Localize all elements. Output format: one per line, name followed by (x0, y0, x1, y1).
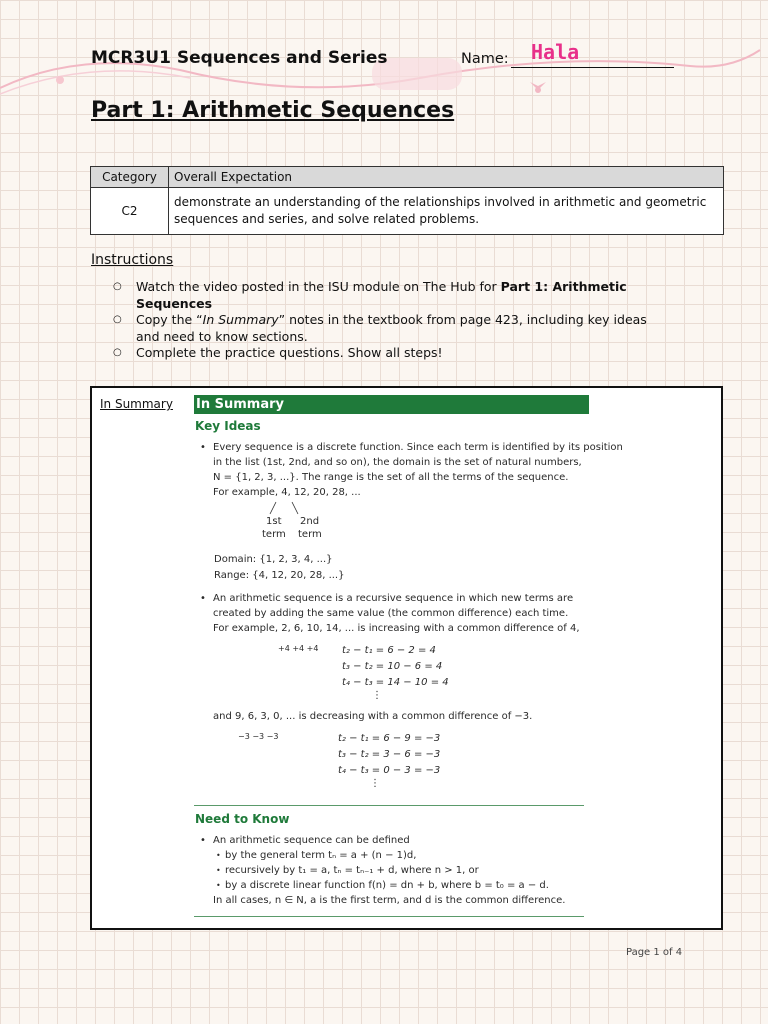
key-idea-text: created by adding the same value (the common difference) each time. (213, 608, 569, 619)
need-to-know-text: An arithmetic sequence can be defined (213, 835, 410, 846)
summary-bar-title: In Summary (194, 395, 589, 414)
summary-label: In Summary (100, 397, 173, 411)
expectation-cell (169, 188, 724, 235)
equation: t₃ − t₂ = 10 − 6 = 4 (342, 661, 443, 672)
category-cell: C2 (91, 188, 169, 235)
instruction-text: ” notes in the textbook from page 423, including key ideas (278, 312, 647, 327)
page-number: Page 1 of 4 (626, 947, 683, 958)
need-to-know-text: by a discrete linear function f(n) = dn + b, where b = t₀ = a − d. (225, 880, 549, 891)
page-title: Part 1: Arithmetic Sequences (91, 98, 455, 123)
difference-labels: −3 −3 −3 (238, 732, 279, 741)
vertical-dots: ⋮ (372, 690, 382, 701)
instruction-italic: In Summary (202, 312, 279, 327)
name-underline (511, 67, 674, 68)
instructions-heading: Instructions (91, 252, 174, 268)
equation: t₃ − t₂ = 3 − 6 = −3 (338, 749, 441, 760)
circle-bullet-icon: ○ (113, 347, 122, 358)
table-row (91, 188, 724, 235)
list-item (108, 345, 668, 362)
expectation-line: demonstrate an understanding of the relationships involved in arithmetic and geometric (174, 195, 707, 209)
name-label: Name: (461, 51, 509, 67)
equation: t₂ − t₁ = 6 − 2 = 4 (342, 645, 436, 656)
equation: t₄ − t₃ = 0 − 3 = −3 (338, 765, 441, 776)
need-to-know-heading: Need to Know (195, 812, 290, 826)
bullet-icon: • (200, 593, 206, 604)
term-label: term (262, 529, 286, 540)
header-category: Category (91, 167, 169, 188)
equation: t₄ − t₃ = 14 − 10 = 4 (342, 677, 449, 688)
instruction-bold: Sequences (136, 295, 213, 311)
list-item (108, 312, 668, 345)
need-to-know-text: In all cases, n ∈ N, a is the first term, and d is the common difference. (213, 895, 566, 906)
table-header-row (91, 167, 724, 188)
circle-bullet-icon: ○ (113, 281, 122, 292)
small-bullet-icon: • (216, 866, 221, 875)
expectation-table (90, 166, 724, 235)
key-idea-text: An arithmetic sequence is a recursive sequence in which new terms are (213, 593, 574, 604)
equation: t₂ − t₁ = 6 − 9 = −3 (338, 733, 441, 744)
difference-labels: +4 +4 +4 (278, 644, 319, 653)
term-arrows (254, 499, 314, 515)
instruction-text: Complete the practice questions. Show all steps! (136, 345, 443, 360)
student-name[interactable]: Hala (531, 40, 580, 64)
textbook-excerpt (194, 395, 623, 920)
bullet-icon: • (200, 835, 206, 846)
key-idea-text: For example, 2, 6, 10, 14, ... is increasing with a common difference of 4, (213, 623, 580, 634)
section-divider (194, 916, 584, 917)
range-text: Range: {4, 12, 20, 28, ...} (214, 570, 345, 581)
instruction-text: and need to know sections. (136, 328, 308, 344)
key-idea-text: Every sequence is a discrete function. Since each term is identified by its position (213, 442, 623, 453)
key-idea-text: in the list (1st, 2nd, and so on), the domain is the set of natural numbers, (213, 457, 582, 468)
instructions-list (108, 279, 668, 362)
instruction-text: Copy the “ (136, 312, 203, 327)
header-expectation: Overall Expectation (169, 167, 724, 188)
domain-text: Domain: {1, 2, 3, 4, ...} (214, 554, 333, 565)
term-label: 2nd (300, 516, 320, 527)
list-item (108, 279, 668, 312)
term-label: term (298, 529, 322, 540)
instruction-bold: Part 1: Arithmetic (500, 279, 627, 294)
instruction-text: Watch the video posted in the ISU module on The Hub for (136, 279, 501, 294)
circle-bullet-icon: ○ (113, 314, 122, 325)
small-bullet-icon: • (216, 881, 221, 890)
term-label: 1st (266, 516, 282, 527)
small-bullet-icon: • (216, 851, 221, 860)
section-divider (194, 805, 584, 806)
vertical-dots: ⋮ (370, 778, 380, 789)
key-idea-text: N = {1, 2, 3, ...}. The range is the set of all the terms of the sequence. (213, 472, 569, 483)
expectation-line: sequences and series, and solve related problems. (174, 212, 480, 226)
need-to-know-text: by the general term tₙ = a + (n − 1)d, (225, 850, 417, 861)
key-idea-text: For example, 4, 12, 20, 28, ... (213, 487, 361, 498)
course-title: MCR3U1 Sequences and Series (91, 48, 388, 68)
bullet-icon: • (200, 442, 206, 453)
key-idea-text: and 9, 6, 3, 0, ... is decreasing with a common difference of −3. (213, 711, 533, 722)
key-ideas-heading: Key Ideas (195, 419, 261, 433)
need-to-know-text: recursively by t₁ = a, tₙ = tₙ₋₁ + d, where n > 1, or (225, 865, 479, 876)
